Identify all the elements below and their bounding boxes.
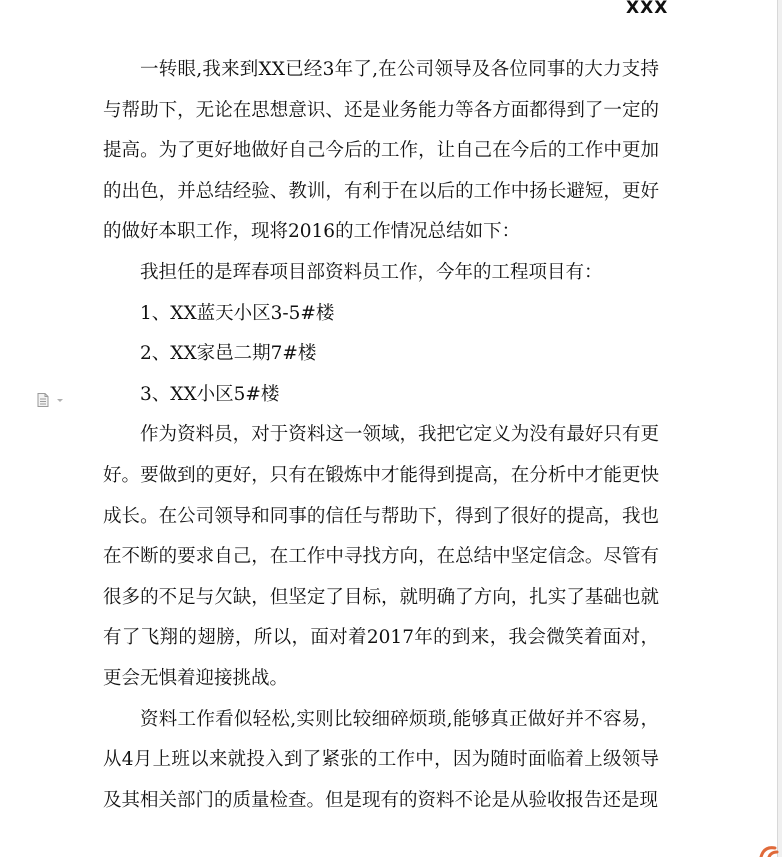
paragraph-projects-intro: 我担任的是珲春项目部资料员工作，今年的工程项目有： (140, 261, 603, 283)
header-mark: XXX (626, 0, 669, 18)
list-item-project-3: 3、XX小区5#楼 (140, 383, 280, 405)
paragraph-work: 资料工作看似轻松,实则比较细碎烦琐,能够真正做好并不容易，从4月上班以来就投入到了紧张的工作中，因为随时面临着上级领导及其相关部门的质量检查。但是现有的资料不论是从验收报告还是现 (103, 708, 659, 811)
window-edge (777, 0, 782, 857)
list-item-project-1: 1、XX蓝天小区3-5#楼 (140, 302, 335, 324)
list-item-project-2: 2、XX家邑二期7#楼 (140, 343, 317, 365)
document-body[interactable] (103, 50, 659, 821)
paragraph-intro: 一转眼,我来到XX已经3年了,在公司领导及各位同事的大力支持与帮助下，无论在思想意识、还是业务能力等各方面都得到了一定的提高。为了更好地做好自己今后的工作，让自己在今后的工作中更加的出色，并总结经验、教训，有利于在以后的工作中扬长避短，更好的做好本职工作，现将2016的工作情况总结如下： (103, 59, 659, 243)
dropdown-arrow-icon (57, 399, 63, 402)
corner-logo-icon (758, 840, 782, 857)
paragraph-options-button[interactable] (37, 393, 67, 407)
document-paragraph-icon (37, 393, 67, 407)
paragraph-role: 作为资料员，对于资料这一领域，我把它定义为没有最好只有更好。要做到的更好，只有在锻炼中才能得到提高，在分析中才能更快成长。在公司领导和同事的信任与帮助下，得到了很好的提高，我也在不断的要求自己，在工作中寻找方向，在总结中坚定信念。尽管有很多的不足与欠缺，但坚定了目标，就明确了方向，扎实了基础也就有了飞翔的翅膀，所以，面对着2017年的到来，我会微笑着面对，更会无惧着迎接挑战。 (103, 424, 659, 689)
